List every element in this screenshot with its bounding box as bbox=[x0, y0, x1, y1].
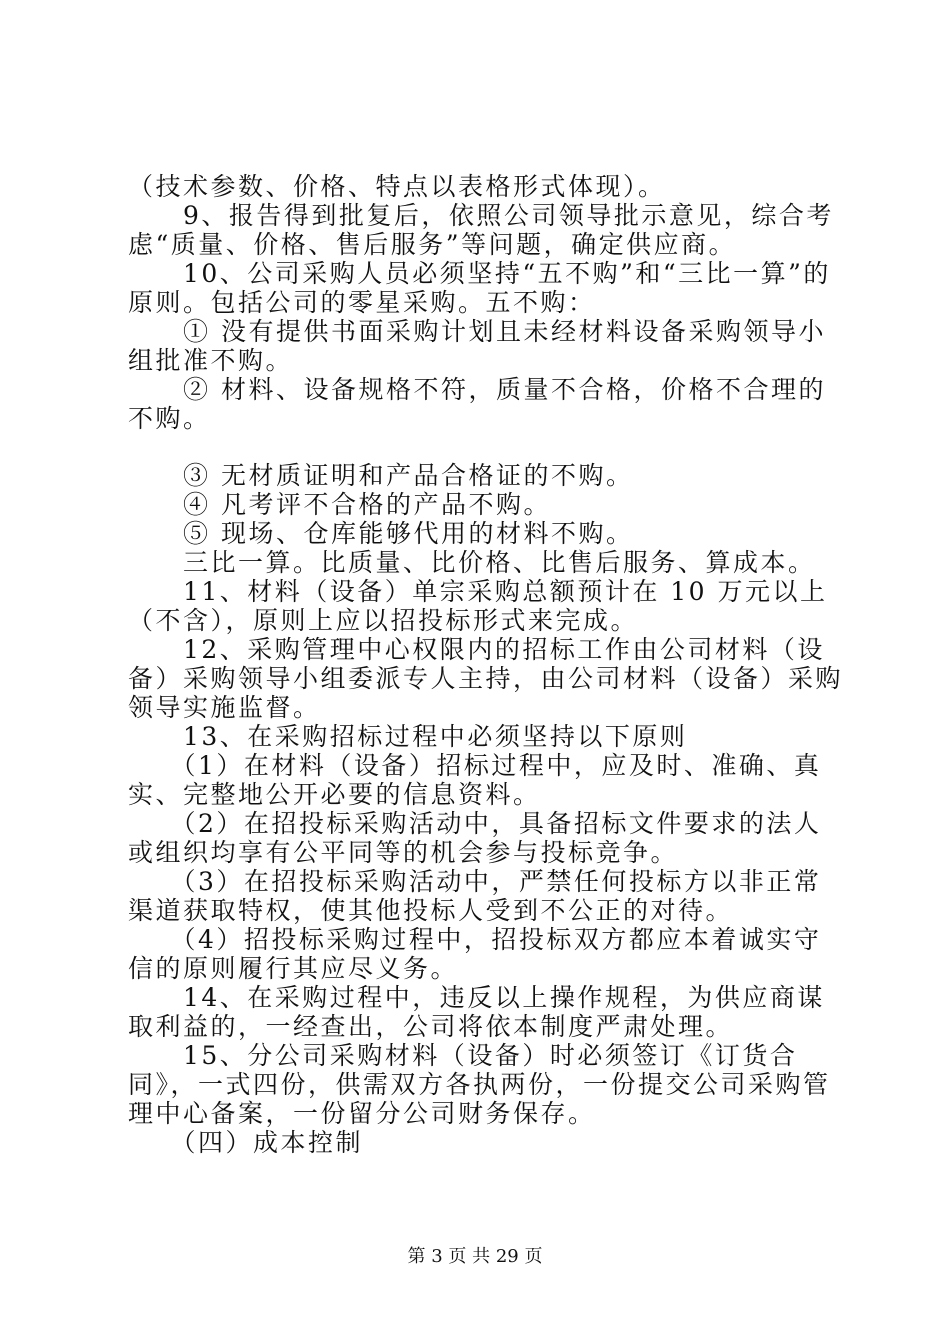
paragraph-15: （3）在招投标采购活动中，严禁任何投标方以非正常渠道获取特权，使其他投标人受到不公正的对待。 bbox=[128, 867, 822, 925]
paragraph-8: ⑤ 现场、仓库能够代用的材料不购。 bbox=[128, 519, 634, 548]
page-number-footer: 第 3 页 共 29 页 bbox=[407, 1246, 543, 1267]
paragraph-7: ④ 凡考评不合格的产品不购。 bbox=[128, 490, 551, 519]
paragraph-10: 11、材料（设备）单宗采购总额预计在 10 万元以上（不含），原则上应以招投标形式来完成。 bbox=[128, 577, 828, 635]
paragraph-1: （技术参数、价格、特点以表格形式体现）。 bbox=[128, 172, 666, 201]
paragraph-6: ③ 无材质证明和产品合格证的不购。 bbox=[128, 461, 634, 490]
paragraph-19: （四）成本控制 bbox=[128, 1128, 364, 1157]
paragraph-14: （2）在招投标采购活动中，具备招标文件要求的法人或组织均享有公平同等的机会参与投标竞争。 bbox=[128, 809, 822, 867]
paragraph-5: ② 材料、设备规格不符，质量不合格，价格不合理的不购。 bbox=[128, 375, 826, 433]
paragraph-13: （1）在材料（设备）招标过程中，应及时、准确、真实、完整地公开必要的信息资料。 bbox=[128, 751, 822, 809]
paragraph-17: 14、在采购过程中，违反以上操作规程，为供应商谋取利益的，一经查出，公司将依本制度严肃处理。 bbox=[128, 983, 825, 1041]
paragraph-12: 13、在采购招标过程中必须坚持以下原则 bbox=[128, 722, 688, 751]
paragraph-9: 三比一算。比质量、比价格、比售后服务、算成本。 bbox=[128, 548, 816, 577]
paragraph-3: 10、公司采购人员必须坚持“五不购”和“三比一算”的原则。包括公司的零星采购。五不购： bbox=[128, 259, 831, 317]
blank-line bbox=[128, 433, 848, 461]
paragraph-18: 15、分公司采购材料（设备）时必须签订《订货合同》，一式四份，供需双方各执两份，一份提交公司采购管理中心备案，一份留分公司财务保存。 bbox=[128, 1041, 831, 1128]
document-body bbox=[128, 172, 848, 1157]
paragraph-16: （4）招投标采购过程中，招投标双方都应本着诚实守信的原则履行其应尽义务。 bbox=[128, 925, 822, 983]
paragraph-4: ① 没有提供书面采购计划且未经材料设备采购领导小组批准不购。 bbox=[128, 317, 826, 375]
paragraph-11: 12、采购管理中心权限内的招标工作由公司材料（设备）采购领导小组委派专人主持，由公司材料（设备）采购领导实施监督。 bbox=[128, 635, 844, 722]
paragraph-2: 9、报告得到批复后，依照公司领导批示意见，综合考虑“质量、价格、售后服务”等问题，确定供应商。 bbox=[128, 201, 834, 259]
